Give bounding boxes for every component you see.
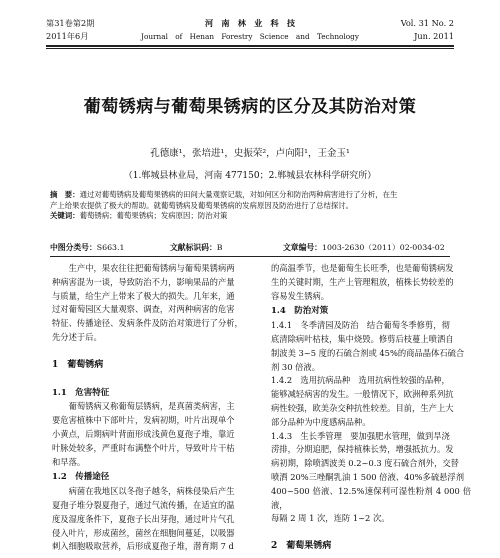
header-rule-thin bbox=[46, 48, 454, 49]
subsubsection-heading-1-4-1: 1.4.1 冬季清园及防治 bbox=[271, 320, 359, 331]
para-line: 叶脉处较多，严重时布满整个叶片，导致叶片干枯 bbox=[52, 442, 235, 453]
subsection-heading-1-2: 1.2 传播途径 bbox=[52, 472, 110, 483]
abstract-text-1: 通过对葡萄锈病及葡萄果锈病的田间大量观察记载，对如何区分和防治两种病害进行了分析，在生 bbox=[79, 190, 398, 199]
keywords-label: 关键词： bbox=[50, 211, 80, 220]
left-column bbox=[52, 262, 255, 554]
para-line: 病菌在我地区以冬孢子越冬，病株侵染后产生 bbox=[68, 486, 235, 497]
para-text: 选用抗病性较强的品种， bbox=[358, 375, 450, 386]
right-column bbox=[271, 262, 471, 558]
intro-line: 过对葡萄园区大量观察、调查，对两种病害的危害 bbox=[52, 304, 235, 315]
spacer bbox=[52, 345, 255, 353]
article-number bbox=[283, 242, 445, 253]
para-line: 每隔 2 周 1 次，连防 1~2 次。 bbox=[271, 513, 390, 524]
intro-line: 生产中，果农往往把葡萄锈病与葡萄果锈病两 bbox=[68, 263, 235, 273]
para-text: 结合葡萄冬季修剪，彻 bbox=[366, 320, 450, 331]
para-line bbox=[271, 374, 471, 388]
header-issue-cn: 第31卷第2期 bbox=[46, 18, 95, 28]
header-issue-en: Vol. 31 No. 2 bbox=[400, 18, 454, 28]
meta-rule bbox=[50, 256, 450, 257]
para-line: 度及湿度条件下，夏孢子长出芽孢，通过叶片气孔 bbox=[52, 513, 235, 524]
article-label: 文章编号： bbox=[283, 243, 322, 252]
doc-value: B bbox=[216, 243, 223, 252]
para-line: 和早落。 bbox=[52, 456, 86, 467]
subsubsection-heading-1-4-3: 1.4.3 生长季管理 bbox=[271, 430, 342, 441]
para-line: 病性较强，欧美杂交种抗性较差。目前，生产上大 bbox=[271, 402, 454, 413]
para-line: 制波美 3~5 度的石硫合剂或 45%的商品晶体石硫合 bbox=[271, 347, 465, 358]
clc-label: 中图分类号： bbox=[50, 243, 97, 252]
spacer bbox=[52, 377, 255, 385]
para-line: 夏孢子堆分裂夏孢子，通过气流传播，在适宜的温 bbox=[52, 499, 235, 510]
para-line: 要危害植株中下部叶片，发病初期，叶片出现单个 bbox=[52, 415, 235, 426]
para-text: 要加强肥水管理，做到旱浇 bbox=[350, 430, 450, 441]
clc-value: S663.1 bbox=[96, 243, 125, 252]
para-line: 小黄点，后期病叶背面形成浅黄色夏孢子堆，靠近 bbox=[52, 428, 235, 439]
intro-line: 种病害混为一谈，导致防治不力，影响果品的产量 bbox=[52, 276, 235, 287]
header-date-en: Jun. 2011 bbox=[414, 31, 454, 41]
para-line: 剂 30 倍液。 bbox=[271, 361, 321, 372]
paper-title: 葡萄锈病与葡萄果锈病的区分及其防治对策 bbox=[83, 97, 417, 117]
subsubsection-heading-1-4-2: 1.4.2 选用抗病品种 bbox=[271, 375, 351, 386]
author-list: 孔德康¹，张培进¹，史振荣²，卢向阳¹，王金玉¹ bbox=[150, 148, 350, 159]
para-line: 能够减轻病害的发生。一般情况下，欧洲种系列抗 bbox=[271, 389, 454, 400]
intro-line: 先分述于后。 bbox=[52, 331, 102, 342]
para-line: 葡萄锈病又称葡萄层锈病，是真菌类病害，主 bbox=[68, 401, 235, 412]
header-rule-top bbox=[46, 45, 454, 47]
para-line: 生的关键时期，生产上管理粗放，植株长势较差的 bbox=[271, 276, 454, 287]
para-line: 的高温季节，也是葡萄生长旺季，也是葡萄锈病发 bbox=[271, 263, 454, 273]
section-heading-1: 1 葡萄锈病 bbox=[52, 359, 104, 370]
abstract-label: 摘 要： bbox=[50, 190, 80, 199]
para-line bbox=[271, 430, 471, 444]
para-line bbox=[271, 319, 471, 333]
para-line: 病初期，除喷洒波美 0.2~0.3 度石硫合剂外，交替 bbox=[271, 458, 459, 469]
keywords-line bbox=[50, 211, 450, 222]
section-heading-2: 2 葡萄果锈病 bbox=[271, 541, 332, 552]
subsection-heading-1-4: 1.4 防治对策 bbox=[271, 306, 329, 317]
intro-line: 特征、传播途径、发病条件及防治对策进行了分析， bbox=[52, 318, 243, 329]
para-line: 涝排，分期追肥，保持植株长势，增强抵抗力。发 bbox=[271, 444, 454, 455]
para-line: 侵入叶片，形成菌丝，菌丝在细胞间蔓延，以吸器 bbox=[52, 527, 235, 538]
para-line: 喷洒 20%三唑酮乳油 1 500 倍液、40%多硫悬浮剂 bbox=[271, 471, 465, 482]
para-line: 400~500 倍液、12.5%速保利可湿性粉剂 4 000 倍液， bbox=[271, 485, 471, 510]
para-line: 部分品种为中度感病品种。 bbox=[271, 416, 371, 427]
para-line: 刺入细胞吸取营养，后形成夏孢子堆，潜育期 7 d bbox=[52, 541, 234, 552]
header-journal-cn: 河 南 林 业 科 技 bbox=[204, 18, 296, 28]
header-date-cn: 2011年6月 bbox=[46, 31, 89, 41]
subsection-heading-1-1: 1.1 危害特征 bbox=[52, 387, 110, 398]
affiliation: （1.郸城县林业局，河南 477150；2.郸城县农林科学研究所） bbox=[123, 171, 377, 181]
abstract-block bbox=[50, 190, 450, 222]
header-journal-en: Journal of Henan Forestry Science and Technology bbox=[141, 32, 359, 41]
spacer bbox=[271, 526, 471, 534]
keywords-text: 葡萄锈病；葡萄果锈病；发病原因；防治对策 bbox=[79, 211, 228, 220]
intro-line: 与质量，给生产上带来了极大的损失。几年来，通 bbox=[52, 290, 235, 301]
abstract-line-1 bbox=[50, 190, 450, 201]
clc-number bbox=[50, 242, 124, 253]
doc-label: 文献标识码： bbox=[170, 243, 217, 252]
article-value: 1003-2630（2011）02-0034-02 bbox=[321, 243, 445, 252]
para-line: 底清除病叶枯枝，集中烧毁。修剪后枝蔓上喷洒自 bbox=[271, 333, 454, 344]
document-code bbox=[170, 242, 223, 253]
abstract-line-2: 产上给果农提供了极大的帮助。就葡萄锈病及葡萄果锈病的发病原因及防治进行了总结探讨。 bbox=[50, 200, 354, 210]
para-line: 容易发生锈病。 bbox=[271, 290, 330, 301]
